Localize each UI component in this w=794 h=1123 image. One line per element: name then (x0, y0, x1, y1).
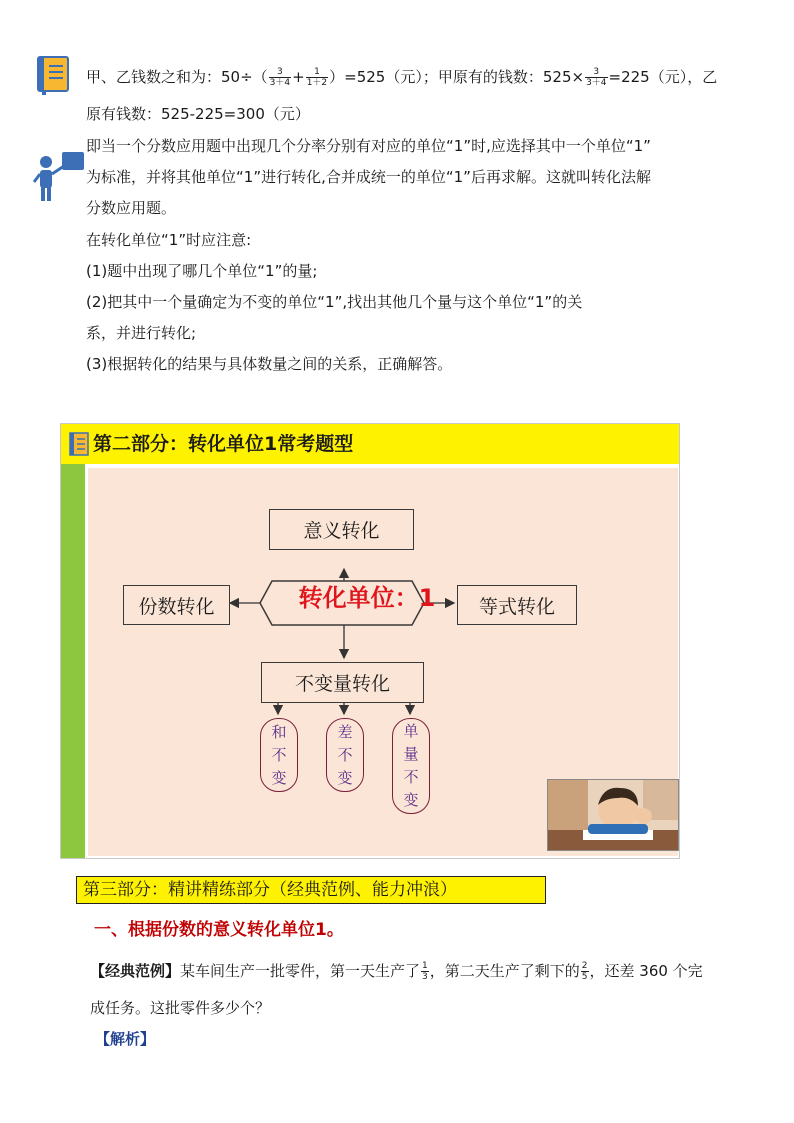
teacher-icon (32, 150, 90, 202)
pill-difference-constant: 差 不 变 (326, 718, 364, 792)
example-label: 【经典范例】 (90, 962, 181, 980)
explanation-p5: (1)题中出现了哪几个单位“1”的量; (86, 262, 318, 280)
notebook-icon (69, 432, 89, 460)
concept-map (88, 468, 678, 856)
section2-panel (60, 423, 680, 859)
book-icon (36, 56, 70, 96)
heading-1: 一、根据份数的意义转化单位1。 (94, 920, 344, 940)
student-photo (547, 779, 679, 851)
intro-line-1: 甲、乙钱数之和为：50÷（ $\frac{3}{3+4}$ + $\frac{1}{1+2}$ ）=525（元）；甲原有的钱数：525× $\frac{3}{3+4}$ =225（元），乙 (86, 67, 718, 88)
pill-sum-constant: 和 不 变 (260, 718, 298, 792)
bottom-box: 不变量转化 (261, 662, 424, 703)
section3-header (76, 876, 546, 904)
intro-line-2: 原有钱数：525-225=300（元） (86, 105, 310, 123)
example-line-2: 成任务。这批零件多少个？ (90, 999, 271, 1017)
section2-header (61, 424, 679, 464)
right-box: 等式转化 (457, 585, 577, 625)
explanation-p8: (3)根据转化的结果与具体数量之间的关系，正确解答。 (86, 355, 453, 373)
explanation-p1: 即当一个分数应用题中出现几个分率分别有对应的单位“1”时,应选择其中一个单位“1” (86, 137, 651, 155)
green-side-bar (61, 464, 85, 858)
center-label: 转化单位：1 (298, 584, 436, 612)
example-line-1: 【经典范例】某车间生产一批零件，第一天生产了 $\frac{1}{3}$ ，第二天生产了剩下的 $\frac{2}{5}$ ，还差 360 个完 (90, 961, 703, 982)
section3-title: 第三部分：精讲精练部分（经典范例、能力冲浪） (83, 880, 457, 900)
explanation-p4: 在转化单位“1”时应注意: (86, 231, 252, 249)
section2-title: 第二部分：转化单位1常考题型 (93, 433, 354, 455)
pill-unit-constant: 单 量 不 变 (392, 718, 430, 814)
left-box: 份数转化 (123, 585, 230, 625)
explanation-p2: 为标准，并将其他单位“1”进行转化,合并成统一的单位“1”后再求解。这就叫转化法解 (86, 168, 651, 186)
top-box: 意义转化 (269, 509, 414, 550)
explanation-p3: 分数应用题。 (86, 199, 177, 217)
explanation-p7: 系，并进行转化; (86, 324, 197, 342)
explanation-p6: (2)把其中一个量确定为不变的单位“1”,找出其他几个量与这个单位“1”的关 (86, 293, 583, 311)
answer-label: 【解析】 (95, 1030, 156, 1048)
